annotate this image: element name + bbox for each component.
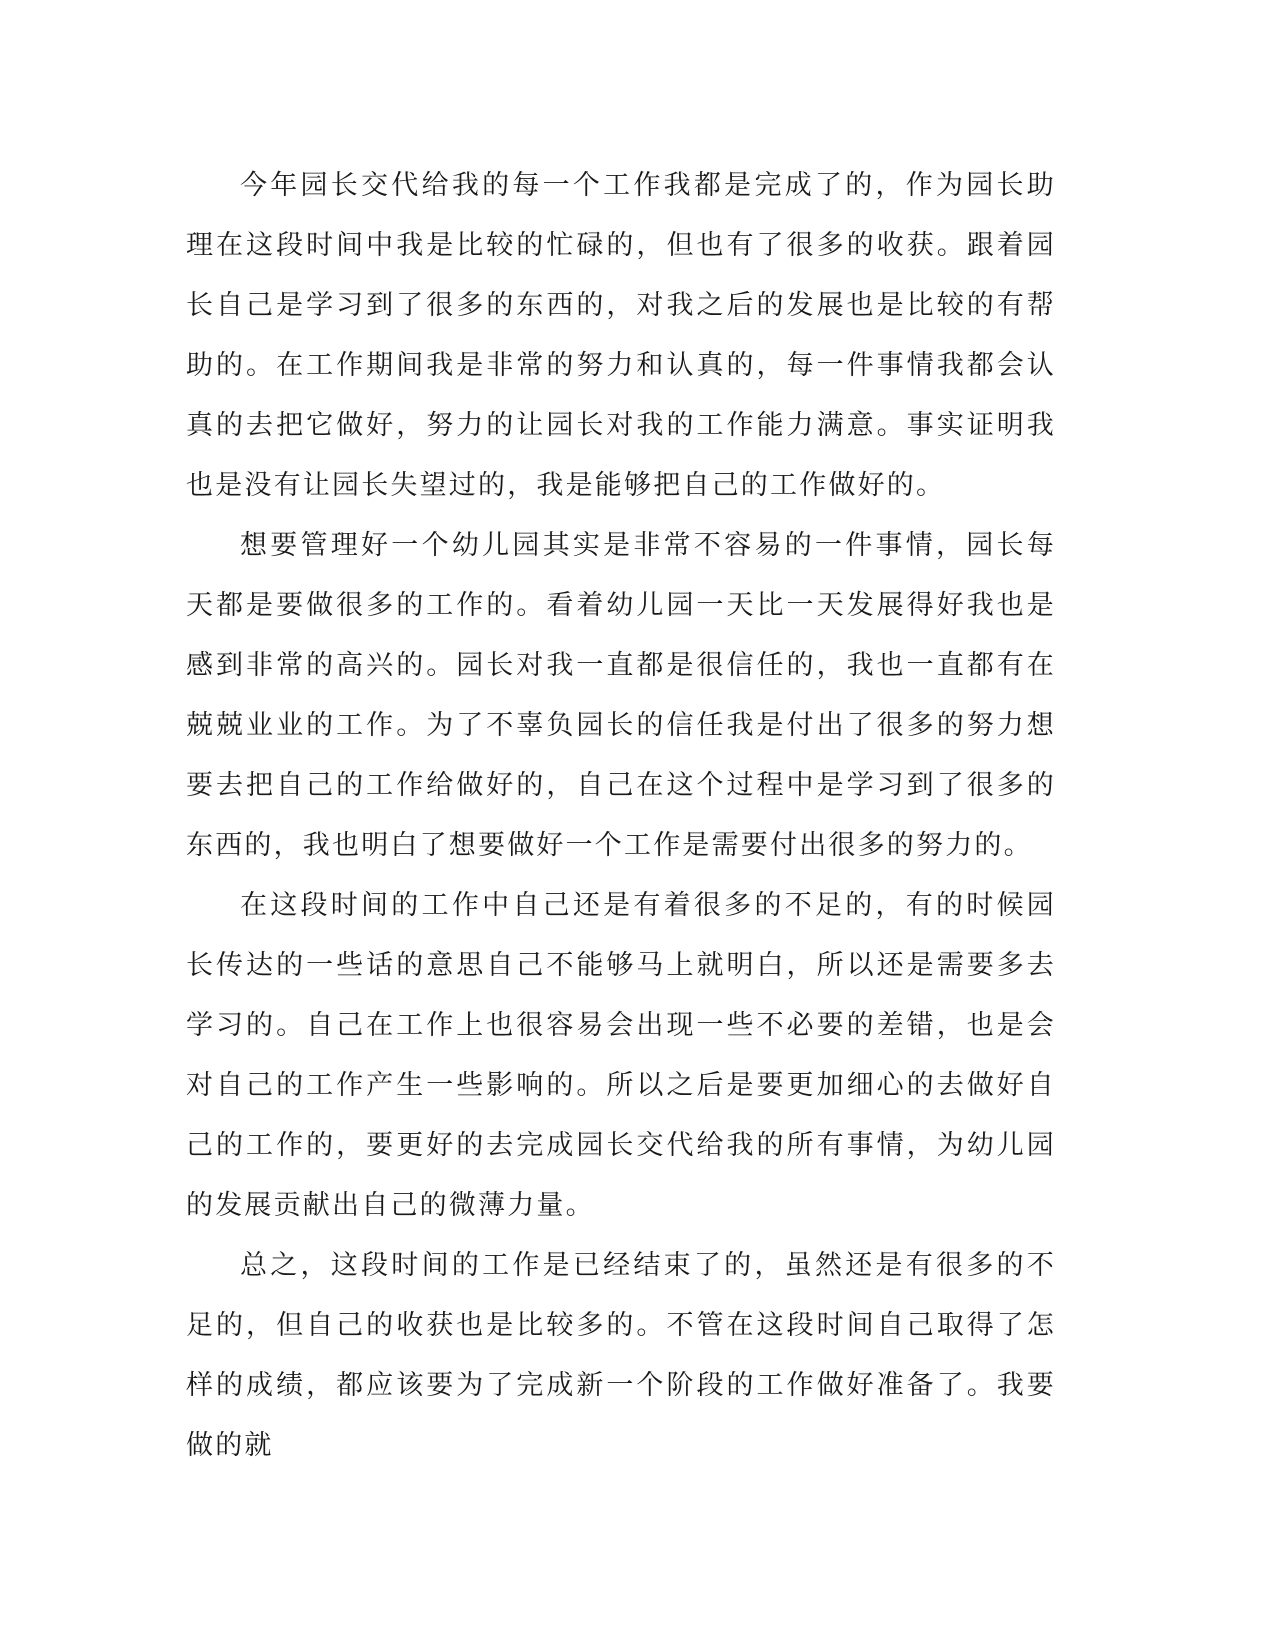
document-body: [186, 156, 1056, 1476]
paragraph-1: 今年园长交代给我的每一个工作我都是完成了的，作为园长助理在这段时间中我是比较的忙碌的，但也有了很多的收获。跟着园长自己是学习到了很多的东西的，对我之后的发展也是比较的有帮助的。在工作期间我是非常的努力和认真的，每一件事情我都会认真的去把它做好，努力的让园长对我的工作能力满意。事实证明我也是没有让园长失望过的，我是能够把自己的工作做好的。: [186, 170, 1056, 501]
paragraph-2: 想要管理好一个幼儿园其实是非常不容易的一件事情，园长每天都是要做很多的工作的。看着幼儿园一天比一天发展得好我也是感到非常的高兴的。园长对我一直都是很信任的，我也一直都有在兢兢业业的工作。为了不辜负园长的信任我是付出了很多的努力想要去把自己的工作给做好的，自己在这个过程中是学习到了很多的东西的，我也明白了想要做好一个工作是需要付出很多的努力的。: [186, 530, 1056, 861]
paragraph-3: 在这段时间的工作中自己还是有着很多的不足的，有的时候园长传达的一些话的意思自己不能够马上就明白，所以还是需要多去学习的。自己在工作上也很容易会出现一些不必要的差错，也是会对自己的工作产生一些影响的。所以之后是要更加细心的去做好自己的工作的，要更好的去完成园长交代给我的所有事情，为幼儿园的发展贡献出自己的微薄力量。: [186, 890, 1056, 1221]
paragraph-4: 总之，这段时间的工作是已经结束了的，虽然还是有很多的不足的，但自己的收获也是比较多的。不管在这段时间自己取得了怎样的成绩，都应该要为了完成新一个阶段的工作做好准备了。我要做的就: [186, 1250, 1056, 1461]
